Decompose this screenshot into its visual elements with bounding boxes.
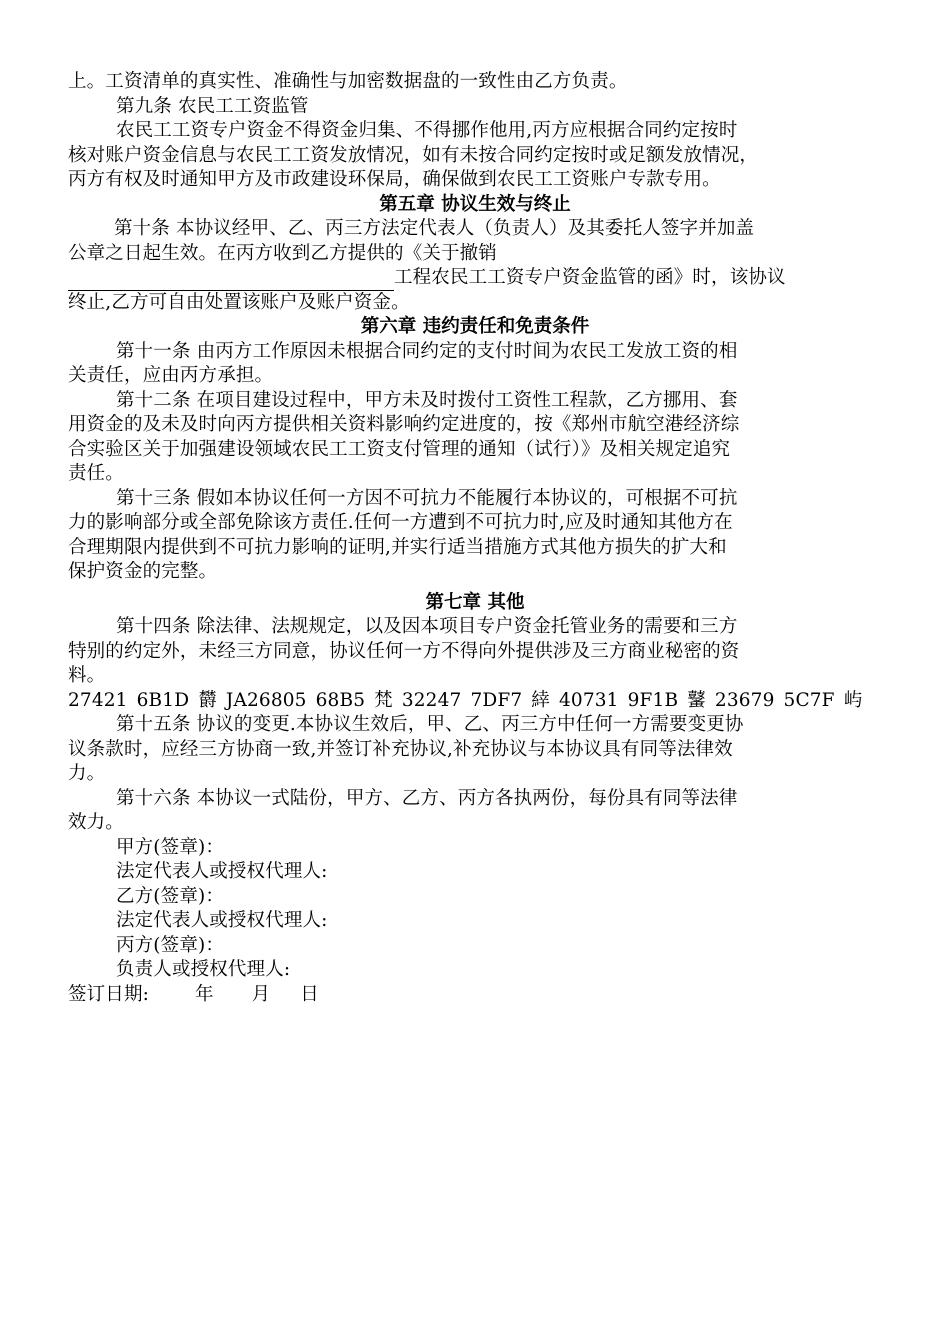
text-line: 丙方有权及时通知甲方及市政建设环保局，确保做到农民工工资账户专款专用。 <box>68 169 721 190</box>
text-line: 公章之日起生效。在丙方收到乙方提供的《关于撤销 <box>68 242 497 264</box>
text-line: 第十二条 在项目建设过程中，甲方未及时拨付工资性工程款，乙方挪用、套 <box>116 389 738 411</box>
party-b-rep-label: 法定代表人或授权代理人: <box>116 910 328 931</box>
text-line: 第十五条 协议的变更.本协议生效后，甲、乙、丙三方中任何一方需要变更协 <box>116 714 744 735</box>
party-b-signature-label: 乙方(签章)： <box>116 885 224 907</box>
text-line: 第十六条 本协议一式陆份，甲方、乙方、丙方各执两份，每份具有同等法律 <box>116 787 738 809</box>
chapter-6-heading: 第六章 违约责任和免责条件 <box>360 316 590 337</box>
text-line: 终止,乙方可自由处置该账户及账户资金。 <box>68 291 410 313</box>
text-line: 保护资金的完整。 <box>68 561 218 582</box>
date-year: 年 <box>194 983 214 1005</box>
text-line: 力。 <box>68 763 106 784</box>
article-9-title: 第九条 农民工工资监管 <box>116 95 309 117</box>
date-label: 签订日期: <box>68 983 149 1005</box>
chapter-7-heading: 第七章 其他 <box>425 591 525 613</box>
party-c-rep-label: 负责人或授权代理人: <box>116 959 291 980</box>
text-line: 议条款时，应经三方协商一致,并签订补充协议,补充协议与本协议具有同等法律效 <box>68 738 733 760</box>
document-page <box>68 70 882 1007</box>
text-line: 合实验区关于加强建设领域农民工工资支付管理的通知（试行）》及相关规定追究 <box>68 438 731 460</box>
party-c-signature-label: 丙方(签章)： <box>116 934 224 956</box>
text-line: 关责任，应由丙方承担。 <box>68 365 274 386</box>
date-day: 日 <box>300 983 319 1005</box>
text-line: 责任。 <box>68 463 124 484</box>
date-month: 月 <box>251 983 271 1005</box>
text-line: 特别的约定外，未经三方同意，协议任何一方不得向外提供涉及三方商业秘密的资 <box>68 640 740 662</box>
text-line: 第十四条 除法律、法规规定，以及因本项目专户资金托管业务的需要和三方 <box>116 616 738 637</box>
text-line: 核对账户资金信息与农民工工资发放情况，如有未按合同约定按时或足额发放情况， <box>68 144 759 166</box>
text-line: 上。工资清单的真实性、准确性与加密数据盘的一致性由乙方负责。 <box>68 71 628 92</box>
fill-in-blank <box>68 270 394 291</box>
text-line: 效力。 <box>68 812 124 833</box>
party-a-rep-label: 法定代表人或授权代理人: <box>116 861 328 882</box>
text-line: 料。 <box>68 665 106 686</box>
text-line: 农民工工资专户资金不得资金归集、不得挪作他用,丙方应根据合同约定按时 <box>116 120 738 141</box>
party-a-signature-label: 甲方(签章)： <box>116 836 224 858</box>
chapter-5-heading: 第五章 协议生效与终止 <box>379 193 571 215</box>
text-fragment: 工程农民工工资专户资金监管的函》时，该协议 <box>394 267 786 288</box>
text-line: 第十条 本协议经甲、乙、丙三方法定代表人（负责人）及其委托人签字并加盖 <box>114 218 755 239</box>
signing-date <box>68 983 882 1008</box>
text-line <box>68 266 882 291</box>
code-line: 27421 6B1D 欝 JA26805 68B5 梵 32247 7DF7 緈 40731 9F1B 鼜 23679 5C7F 屿 <box>68 689 863 711</box>
text-line: 第十三条 假如本协议任何一方因不可抗力不能履行本协议的，可根据不可抗 <box>116 487 738 509</box>
text-line: 合理期限内提供到不可抗力影响的证明,并实行适当措施方式其他方损失的扩大和 <box>68 536 727 558</box>
text-line: 力的影响部分或全部免除该方责任.任何一方遭到不可抗力时,应及时通知其他方在 <box>68 512 733 533</box>
text-line: 用资金的及未及时向丙方提供相关资料影响约定进度的，按《郑州市航空港经济综 <box>68 414 740 435</box>
text-line: 第十一条 由丙方工作原因未根据合同约定的支付时间为农民工发放工资的相 <box>116 340 738 362</box>
